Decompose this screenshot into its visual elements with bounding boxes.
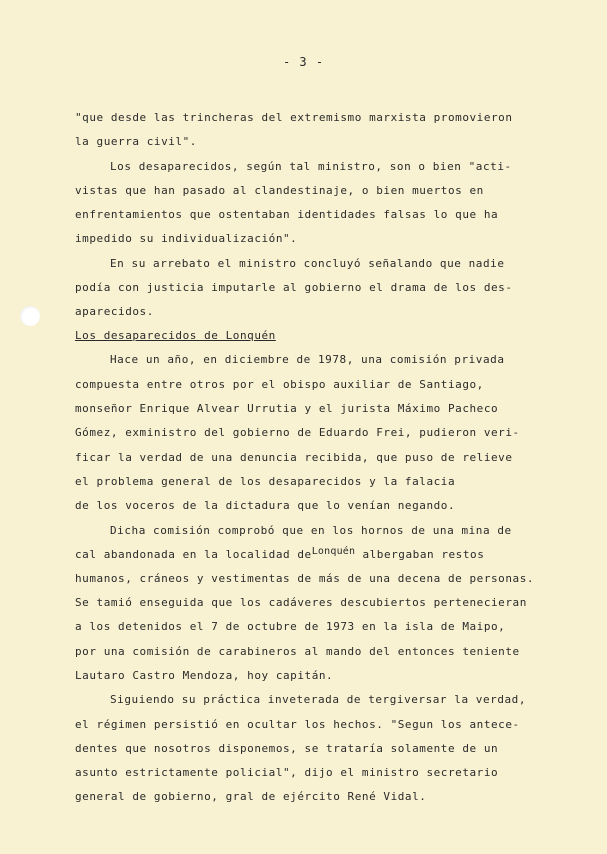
- text-line: En su arrebato el ministro concluyó señalando que nadie: [110, 257, 505, 270]
- text-line: Hace un año, en diciembre de 1978, una comisión privada: [110, 353, 505, 366]
- text-line: humanos, cráneos y vestimentas de más de una decena de personas.: [75, 572, 535, 585]
- text-line: Dicha comisión comprobó que en los hornos de una mina de: [110, 524, 512, 537]
- punch-hole: [20, 306, 40, 326]
- text-line: vistas que han pasado al clandestinaje, o bien muertos en: [75, 184, 484, 197]
- text-line: Los desaparecidos, según tal ministro, son o bien "acti-: [110, 160, 512, 173]
- text-line: aparecidos.: [75, 305, 154, 318]
- page-number: - 3 -: [282, 55, 325, 69]
- text-line: Se tamió enseguida que los cadáveres descubiertos pertenecieran: [75, 596, 527, 609]
- text-line: [75, 548, 484, 561]
- text-line: "que desde las trincheras del extremismo marxista promovieron: [75, 111, 513, 124]
- text-line: ficar la verdad de una denuncia recibida, que puso de relieve: [75, 451, 513, 464]
- text-line: asunto estrictamente policial", dijo el ministro secretario: [75, 766, 499, 779]
- text-line: Gómez, exministro del gobierno de Eduardo Frei, pudieron veri-: [75, 426, 520, 439]
- text-line: dentes que nosotros disponemos, se trataría solamente de un: [75, 742, 499, 755]
- text-line: de los voceros de la dictadura que lo venían negando.: [75, 499, 456, 512]
- text-line: Lautaro Castro Mendoza, hoy capitán.: [75, 669, 334, 682]
- text-line: enfrentamientos que ostentaban identidades falsas lo que ha: [75, 208, 499, 221]
- text-line: monseñor Enrique Alvear Urrutia y el jurista Máximo Pacheco: [75, 402, 499, 415]
- text-fragment: albergaban restos: [362, 548, 485, 561]
- text-line: a los detenidos el 7 de octubre de 1973 en la isla de Maipo,: [75, 620, 506, 633]
- text-fragment: cal abandonada en la localidad de: [75, 548, 312, 561]
- text-line: el régimen persistió en ocultar los hechos. "Segun los antece-: [75, 718, 520, 731]
- text-line: la guerra civil".: [75, 135, 197, 148]
- handwritten-insertion: Lonquén: [311, 546, 356, 557]
- text-line: podía con justicia imputarle al gobierno el drama de los des-: [75, 281, 513, 294]
- text-line: general de gobierno, gral de ejército René Vidal.: [75, 790, 427, 803]
- text-line: por una comisión de carabineros al mando del entonces teniente: [75, 645, 520, 658]
- text-line: el problema general de los desaparecidos y la falacia: [75, 475, 456, 488]
- text-line: compuesta entre otros por el obispo auxiliar de Santiago,: [75, 378, 484, 391]
- text-line: Siguiendo su práctica inveterada de tergiversar la verdad,: [110, 693, 527, 706]
- section-heading: Los desaparecidos de Lonquén: [75, 329, 276, 342]
- text-line: impedido su individualización".: [75, 232, 298, 245]
